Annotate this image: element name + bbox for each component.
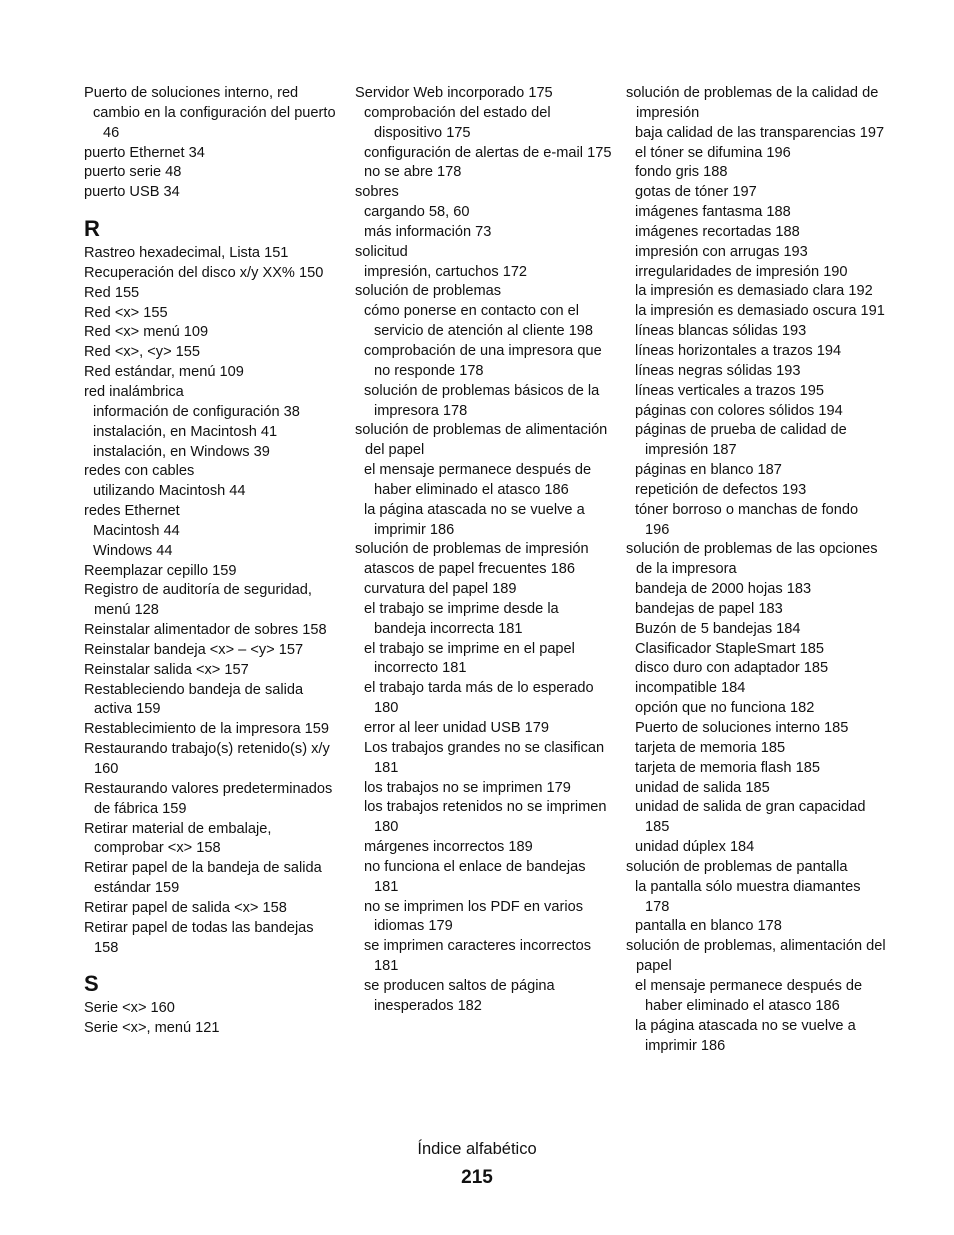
index-entry: Reinstalar bandeja <x> – <y> 157 — [84, 641, 304, 658]
index-subentry: se producen saltos de página inesperados 182 — [364, 977, 555, 1014]
index-entry: Red <x> menú 109 — [84, 324, 209, 341]
index-subentry: líneas verticales a trazos 195 — [635, 382, 825, 399]
index-subentry: la impresión es demasiado oscura 191 — [635, 303, 885, 320]
index-subentry: no se imprimen los PDF en varios idiomas 179 — [364, 898, 583, 935]
page-number: 215 — [461, 1167, 493, 1188]
footer-section-title: Índice alfabético — [417, 1140, 537, 1158]
index-subentry: páginas con colores sólidos 194 — [635, 402, 843, 419]
index-entry: Red estándar, menú 109 — [84, 364, 244, 381]
index-entry: Servidor Web incorporado 175 — [355, 85, 553, 101]
index-subentry: Macintosh 44 — [93, 522, 180, 539]
index-subentry: error al leer unidad USB 179 — [364, 720, 549, 736]
index-subentry: no funciona el enlace de bandejas 181 — [364, 858, 586, 895]
index-subentry: cómo ponerse en contacto con el servicio de atención al cliente 198 — [364, 303, 594, 340]
index-subentry: incompatible 184 — [635, 680, 746, 697]
index-subentry: no se abre 178 — [364, 164, 462, 181]
index-column-1 — [84, 84, 340, 1039]
index-subentry: páginas en blanco 187 — [635, 462, 782, 479]
index-entry: Reemplazar cepillo 159 — [84, 562, 237, 579]
index-subentry: solución de problemas básicos de la impresora 178 — [364, 382, 600, 419]
index-subentry: el trabajo se imprime en el papel incorrecto 181 — [364, 640, 575, 677]
index-subentry: Buzón de 5 bandejas 184 — [635, 620, 801, 637]
index-subentry: Puerto de soluciones interno 185 — [635, 720, 849, 736]
index-subentry: el tóner se difumina 196 — [635, 144, 791, 161]
index-entry: puerto serie 48 — [84, 164, 182, 181]
index-subentry: Los trabajos grandes no se clasifican 181 — [364, 739, 605, 776]
index-subentry: opción que no funciona 182 — [635, 700, 815, 717]
index-entry: Serie <x>, menú 121 — [84, 1020, 220, 1037]
index-subentry: repetición de defectos 193 — [635, 481, 807, 498]
index-subentry: atascos de papel frecuentes 186 — [364, 561, 575, 578]
index-subentry: fondo gris 188 — [635, 164, 728, 181]
index-entry: sobres — [355, 184, 399, 201]
index-entry: Restableciendo bandeja de salida activa 159 — [84, 681, 304, 718]
index-entry: Red <x> 155 — [84, 304, 168, 321]
index-entry: Retirar papel de todas las bandejas 158 — [84, 919, 314, 956]
index-subentry: información de configuración 38 — [93, 403, 300, 420]
index-subentry: comprobación del estado del dispositivo 175 — [364, 104, 551, 141]
index-subentry: líneas horizontales a trazos 194 — [635, 342, 842, 359]
index-entry: redes con cables — [84, 463, 195, 480]
index-subentry: Clasificador StapleSmart 185 — [635, 640, 824, 657]
index-entry: solución de problemas de las opciones de la impresora — [626, 541, 878, 578]
index-subentry: unidad de salida de gran capacidad 185 — [635, 799, 866, 836]
index-entry: Retirar papel de salida <x> 158 — [84, 899, 287, 916]
index-subentry: tóner borroso o manchas de fondo 196 — [635, 501, 859, 538]
index-subentry: se imprimen caracteres incorrectos 181 — [364, 938, 592, 975]
index-subentry: disco duro con adaptador 185 — [635, 660, 829, 677]
index-subentry: los trabajos retenidos no se imprimen 180 — [364, 799, 607, 836]
index-entry: solución de problemas de la calidad de impresión — [626, 85, 879, 121]
index-section-letter: S — [84, 971, 99, 997]
index-subentry: configuración de alertas de e-mail 175 — [364, 144, 612, 161]
index-subentry: márgenes incorrectos 189 — [364, 839, 533, 856]
index-entry: Serie <x> 160 — [84, 1000, 175, 1017]
index-subentry: curvatura del papel 189 — [364, 581, 517, 598]
index-entry: redes Ethernet — [84, 503, 180, 520]
index-subentry: el trabajo se imprime desde la bandeja incorrecta 181 — [364, 600, 559, 637]
index-subentry: cambio en la configuración del puerto 46 — [93, 104, 336, 141]
index-entry: Registro de auditoría de seguridad, menú 128 — [84, 582, 312, 619]
index-subentry: bandeja de 2000 hojas 183 — [635, 581, 812, 598]
index-entry: puerto Ethernet 34 — [84, 144, 205, 161]
index-entry: Puerto de soluciones interno, red — [84, 85, 299, 101]
index-entry: solución de problemas de alimentación del papel — [355, 422, 608, 459]
index-subentry: el mensaje permanece después de haber eliminado el atasco 186 — [635, 977, 863, 1014]
index-subentry: impresión con arrugas 193 — [635, 243, 808, 260]
index-entry: Rastreo hexadecimal, Lista 151 — [84, 245, 289, 262]
index-entry: Restaurando valores predeterminados de fábrica 159 — [84, 780, 333, 817]
index-subentry: pantalla en blanco 178 — [635, 918, 782, 935]
index-subentry: baja calidad de las transparencias 197 — [635, 124, 885, 141]
index-subentry: instalación, en Windows 39 — [93, 443, 270, 460]
index-subentry: el mensaje permanece después de haber eliminado el atasco 186 — [364, 462, 592, 498]
index-entry: Reinstalar salida <x> 157 — [84, 661, 249, 678]
index-column-2 — [355, 84, 613, 1017]
index-subentry: la página atascada no se vuelve a imprimir 186 — [635, 1017, 856, 1054]
index-entry: Red 155 — [84, 284, 140, 301]
index-column-3 — [626, 84, 886, 1056]
index-entry: solución de problemas de impresión — [355, 541, 589, 558]
index-subentry: irregularidades de impresión 190 — [635, 263, 848, 280]
index-entry: Retirar papel de la bandeja de salida estándar 159 — [84, 860, 322, 897]
index-subentry: instalación, en Macintosh 41 — [93, 423, 278, 440]
index-subentry: unidad de salida 185 — [635, 779, 770, 796]
index-entry: Recuperación del disco x/y XX% 150 — [84, 264, 324, 281]
index-subentry: gotas de tóner 197 — [635, 184, 757, 201]
index-entry: Restaurando trabajo(s) retenido(s) x/y 160 — [84, 741, 330, 777]
index-entry: solución de problemas — [355, 283, 502, 300]
index-subentry: los trabajos no se imprimen 179 — [364, 779, 571, 796]
index-subentry: páginas de prueba de calidad de impresión 187 — [635, 422, 847, 459]
index-subentry: imágenes recortadas 188 — [635, 223, 800, 240]
index-subentry: impresión, cartuchos 172 — [364, 263, 528, 280]
index-entry: Reinstalar alimentador de sobres 158 — [84, 622, 327, 639]
index-subentry: la impresión es demasiado clara 192 — [635, 283, 873, 300]
index-subentry: líneas negras sólidas 193 — [635, 362, 801, 379]
index-subentry: tarjeta de memoria 185 — [635, 739, 786, 756]
index-entry: solución de problemas de pantalla — [626, 858, 848, 875]
index-entry: red inalámbrica — [84, 383, 184, 400]
index-entry: Restablecimiento de la impresora 159 — [84, 721, 329, 738]
index-subentry: tarjeta de memoria flash 185 — [635, 759, 820, 776]
index-subentry: bandejas de papel 183 — [635, 600, 783, 617]
index-subentry: más información 73 — [364, 223, 492, 240]
index-subentry: el trabajo tarda más de lo esperado 180 — [364, 680, 594, 717]
index-entry: puerto USB 34 — [84, 184, 180, 201]
index-entry: solución de problemas, alimentación del papel — [626, 938, 886, 975]
index-subentry: Windows 44 — [93, 542, 173, 559]
index-entry: Retirar material de embalaje, comprobar <x> 158 — [84, 820, 272, 857]
index-subentry: líneas blancas sólidas 193 — [635, 323, 807, 340]
index-subentry: unidad dúplex 184 — [635, 839, 755, 856]
index-subentry: cargando 58, 60 — [364, 204, 470, 221]
index-section-letter: R — [84, 216, 100, 242]
index-entry: solicitud — [355, 243, 408, 260]
index-entry: Red <x>, <y> 155 — [84, 344, 201, 361]
index-subentry: imágenes fantasma 188 — [635, 204, 791, 221]
index-subentry: comprobación de una impresora que no responde 178 — [364, 342, 602, 379]
index-subentry: la página atascada no se vuelve a imprimir 186 — [364, 501, 585, 538]
index-subentry: la pantalla sólo muestra diamantes 178 — [635, 878, 861, 915]
index-subentry: utilizando Macintosh 44 — [93, 483, 246, 500]
